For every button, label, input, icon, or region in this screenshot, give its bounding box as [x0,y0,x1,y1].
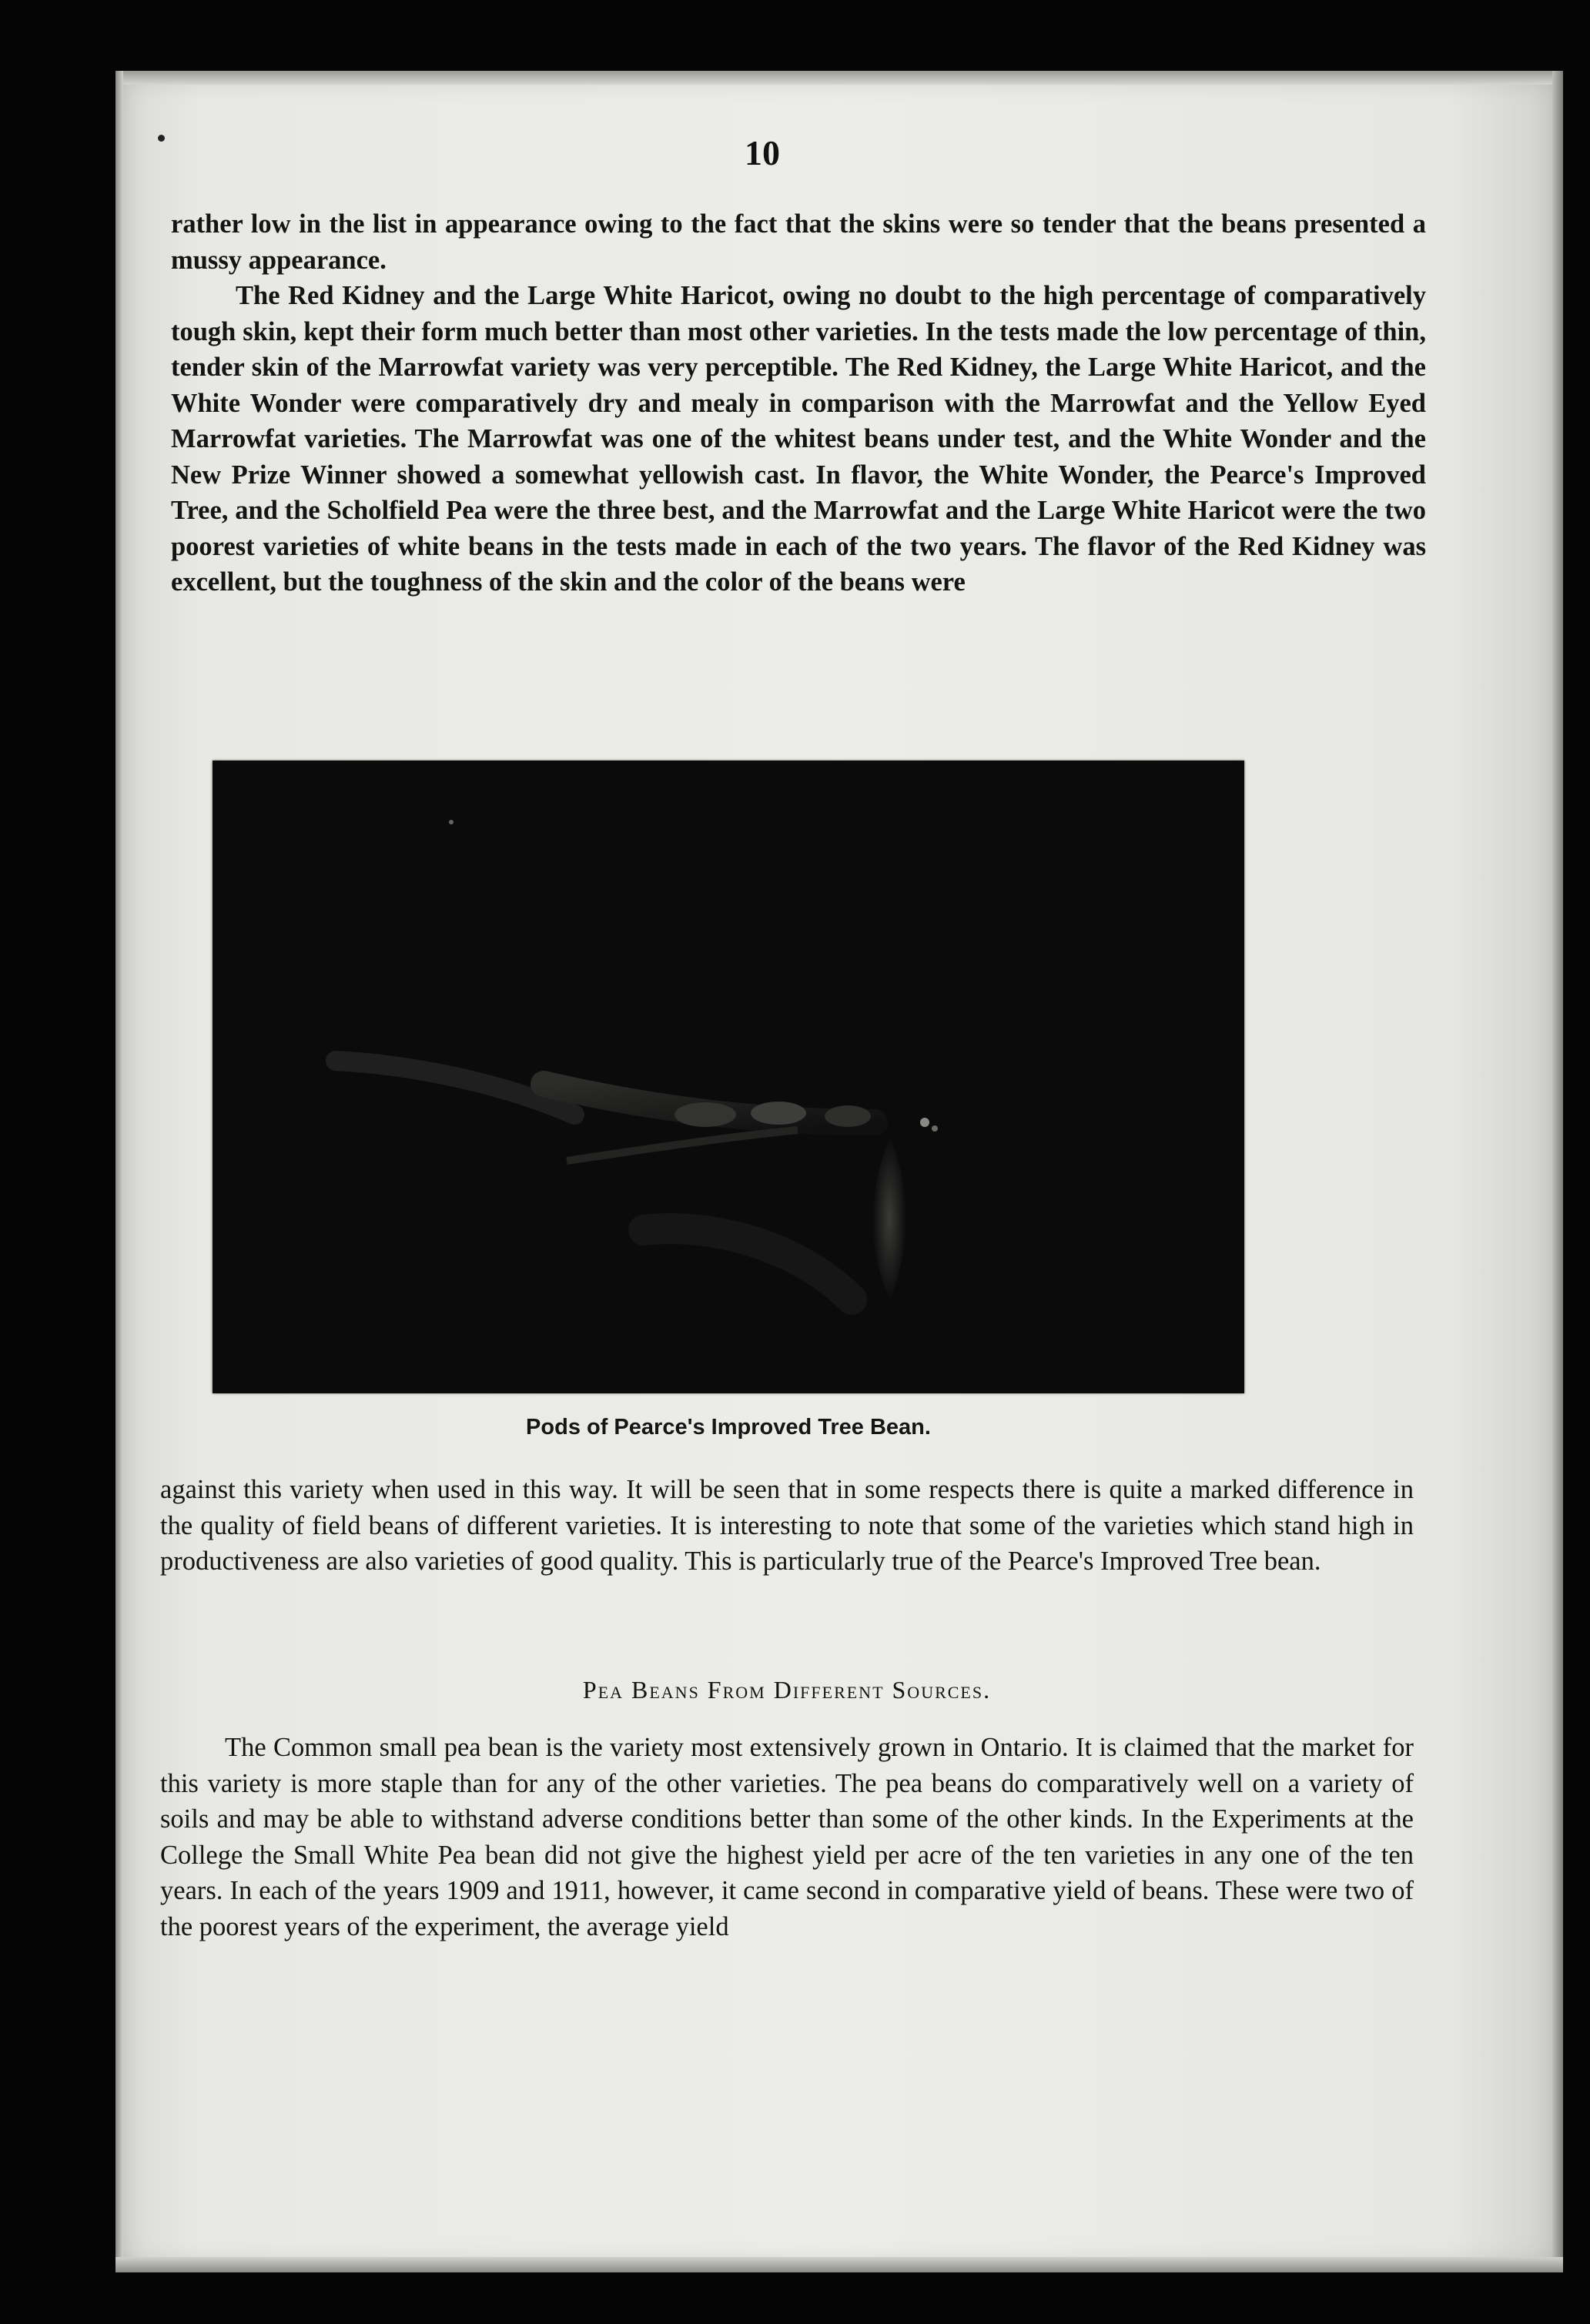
bean-pods-photo [213,761,1244,1393]
paragraph-pea-beans: The Common small pea bean is the variety most extensively grown in Ontario. It is claimed that the market for this variety is more staple than for any of the other varieties. The pea beans do comparatively well on a variety of soils and may be able to withstand adverse conditions better than some of the other kinds. In the Experiments at the College the Small White Pea bean did not give the highest yield per acre of the ten varieties in any one of the ten years. In each of the years 1909 and 1911, however, it came second in comparative yield of beans. These were two of the poorest years of the experiment, the average yield [160,1733,1414,1941]
scan-speck [158,135,165,142]
body-text-top [171,206,1426,600]
section-heading: Pea Beans From Different Sources. [582,1676,992,1704]
page-left-edge [115,71,123,2272]
paragraph-variety-quality: against this variety when used in this way. It will be seen that in some respects there is quite a marked difference in the quality of field beans of different varieties. It is interesting to note that some of the varieties which stand high in productiveness are also varieties of good quality. This is particularly true of the Pearce's Improved Tree bean. [160,1475,1414,1576]
page-right-edge [1552,71,1563,2272]
page-bottom-edge [115,2257,1563,2272]
paragraph-quality-comparison: The Red Kidney and the Large White Haricot, owing no doubt to the high percentage of comparatively tough skin, kept their form much better than most other varieties. In the tests made the low percentage of thin, tender skin of the Marrowfat variety was very perceptible. The Red Kidney, the Large White Haricot, and the White Wonder were comparatively dry and mealy in comparison with the Marrowfat and the Yellow Eyed Marrowfat varieties. The Marrowfat was one of the whitest beans under test, and the White Wonder and the New Prize Winner showed a somewhat yellowish cast. In flavor, the White Wonder, the Pearce's Improved Tree, and the Scholfield Pea were the three best, and the Marrowfat and the Large White Haricot were the two poorest varieties of white beans in the tests made in each of the two years. The flavor of the Red Kidney was excellent, but the toughness of the skin and the color of the beans were [171,281,1426,597]
page-top-edge [115,71,1563,85]
figure-caption: Pods of Pearce's Improved Tree Bean. [526,1415,931,1440]
body-text-middle [160,1472,1414,1580]
paragraph-continued: rather low in the list in appearance owing to the fact that the skins were so tender that the beans presented a mussy appearance. [171,209,1426,275]
page-number: 10 [745,133,780,172]
bean-pods-image [213,761,1244,1393]
body-text-bottom [160,1730,1414,1944]
